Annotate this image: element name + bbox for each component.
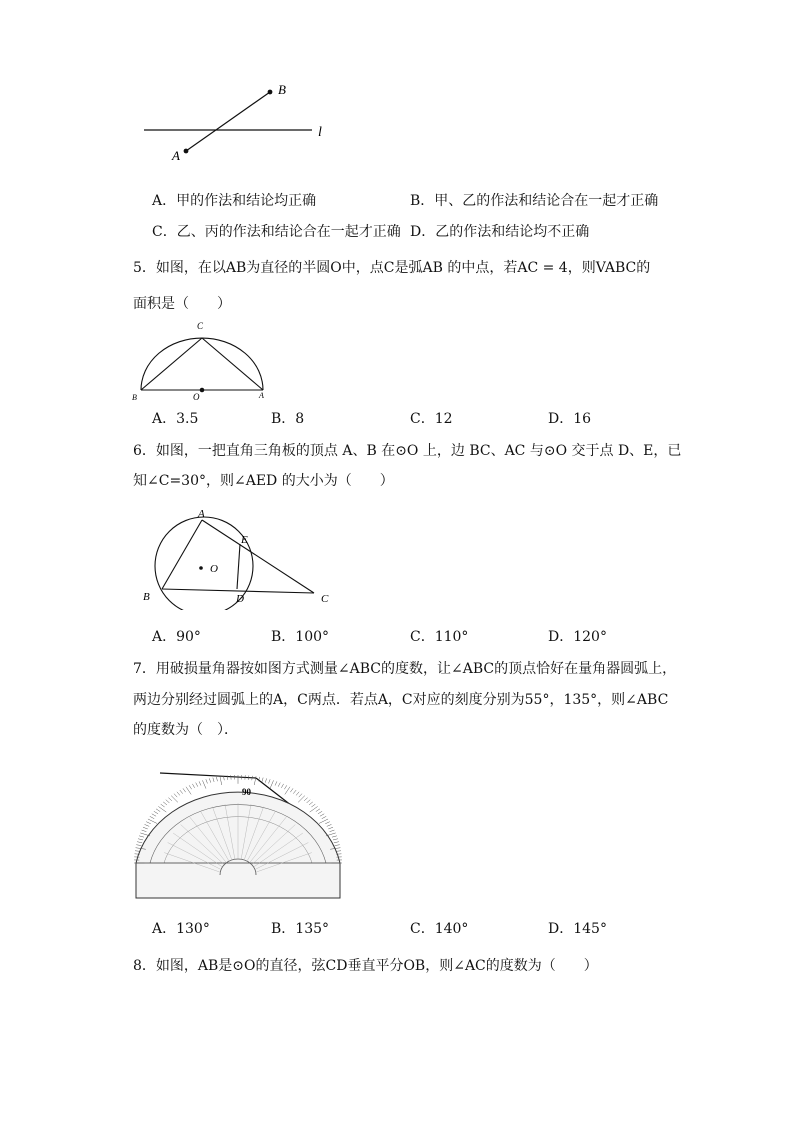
protractor-tick: [325, 822, 330, 824]
protractor-tick: [146, 822, 151, 824]
protractor-tick: [318, 811, 322, 814]
protractor-tick: [320, 814, 324, 816]
q7-stem-line1: 7．用破损量角器按如图方式测量∠ABC的度数，让∠ABC的顶点恰好在量角器圆弧上，: [133, 661, 677, 677]
q5-option-a: A．3.5: [152, 411, 199, 427]
protractor-tick: [307, 800, 311, 803]
protractor-tick: [319, 819, 328, 823]
protractor-tick: [334, 842, 339, 843]
protractor-tick: [150, 816, 154, 818]
protractor-tick: [199, 781, 201, 785]
q4-option-b: B．甲、乙的作法和结论合在一起才正确: [410, 193, 659, 209]
protractor-tick: [265, 778, 266, 782]
q5-option-d: D．16: [548, 411, 592, 427]
protractor-tick: [183, 788, 186, 792]
protractor-tick: [332, 836, 337, 837]
label-e: E: [241, 534, 248, 546]
protractor-tick: [270, 780, 274, 788]
protractor-tick: [202, 780, 206, 788]
protractor-tick: [154, 811, 158, 814]
q6-stem-line2: 知∠C=30°，则∠AED 的大小为（ ）: [133, 473, 394, 489]
protractor-tick: [333, 839, 338, 840]
protractor-tick: [322, 816, 326, 818]
protractor-tick: [148, 819, 157, 823]
protractor-tick: [269, 779, 271, 783]
protractor-tick: [316, 809, 320, 812]
label-c: C: [321, 593, 329, 605]
q7-option-b: B．135°: [271, 921, 330, 937]
protractor-tick: [299, 794, 302, 797]
label-b: B: [132, 393, 137, 402]
label-point-a: A: [172, 148, 180, 163]
protractor-tick: [296, 792, 299, 796]
protractor-tick: [142, 830, 147, 832]
q4-option-a: A．甲的作法和结论均正确: [152, 193, 317, 209]
protractor-tick: [327, 824, 332, 826]
protractor-tick: [328, 827, 333, 829]
protractor-tick: [216, 777, 217, 781]
protractor-tick: [213, 778, 214, 782]
protractor-tick: [209, 778, 210, 782]
q6-stem-line1: 6．如图，一把直角三角板的顶点 A、B 在⊙O 上，边 BC、AC 与⊙O 交于点 D、E，已: [133, 443, 682, 459]
protractor-tick: [284, 785, 286, 789]
q6-option-d: D．120°: [548, 629, 607, 645]
label-a: A: [198, 508, 205, 520]
protractor-tick: [311, 804, 315, 807]
protractor-tick: [304, 798, 307, 801]
protractor-mark-90: 90: [242, 787, 251, 797]
q7-stem-line2: 两边分别经过圆弧上的A，C两点．若点A，C对应的刻度分别为55°，135°，则∠ABC: [133, 692, 669, 708]
q6-option-c: C．110°: [410, 629, 469, 645]
figure-circle-triangle: [138, 502, 338, 610]
protractor-tick: [139, 836, 144, 837]
protractor-tick: [278, 783, 280, 787]
protractor-tick: [220, 776, 222, 785]
protractor-tick: [156, 809, 160, 812]
protractor-tick: [137, 842, 142, 843]
protractor-tick: [138, 839, 143, 840]
protractor-tick: [206, 779, 208, 783]
q7-stem-line3: 的度数为（ ）．: [133, 722, 238, 738]
q5-stem-line1: 5．如图，在以AB为直径的半圆O中，点C是弧AB 的中点，若AC = 4，则VABC的: [133, 260, 651, 276]
protractor-tick: [330, 830, 335, 832]
protractor-tick: [152, 814, 156, 816]
protractor-tick: [177, 792, 180, 796]
q6-option-a: A．90°: [152, 629, 201, 645]
q5-stem-line2: 面积是（ ）: [133, 296, 231, 312]
figure-broken-protractor: [128, 765, 348, 905]
protractor-tick: [275, 781, 277, 785]
protractor-tick: [136, 845, 141, 846]
protractor-tick: [293, 790, 296, 794]
q4-option-c: C．乙、丙的作法和结论合在一起才正确: [152, 224, 401, 240]
label-line-l: l: [318, 125, 322, 140]
protractor-tick: [189, 785, 191, 789]
protractor-tick: [290, 788, 293, 792]
protractor-tick: [335, 845, 340, 846]
label-b: B: [143, 591, 150, 603]
protractor-tick: [163, 802, 167, 805]
protractor-tick: [180, 790, 183, 794]
q7-option-d: D．145°: [548, 921, 607, 937]
q4-option-d: D．乙的作法和结论均不正确: [410, 224, 590, 240]
q7-option-c: C．140°: [410, 921, 469, 937]
q6-option-b: B．100°: [271, 629, 330, 645]
label-d: D: [236, 593, 244, 605]
protractor-tick: [285, 787, 290, 795]
protractor-tick: [309, 802, 313, 805]
label-a: A: [259, 391, 264, 400]
protractor-tick: [186, 787, 191, 795]
protractor-tick: [196, 783, 198, 787]
protractor-tick: [281, 784, 283, 788]
label-o: O: [193, 392, 200, 402]
protractor-tick: [192, 784, 194, 788]
protractor-tick: [145, 824, 150, 826]
protractor-tick: [161, 804, 165, 807]
figure-semicircle-abc: [130, 318, 280, 404]
q8-stem-line1: 8．如图，AB是⊙O的直径，弦CD垂直平分OB，则∠AC的度数为（ ）: [133, 958, 598, 974]
label-point-b: B: [278, 82, 286, 97]
label-c: C: [197, 321, 204, 331]
protractor-tick: [248, 775, 249, 779]
protractor-tick: [166, 800, 170, 803]
q5-option-c: C．12: [410, 411, 453, 427]
figure-segment-ab-line-l: [140, 78, 340, 168]
protractor-tick: [168, 798, 171, 801]
q7-option-a: A．130°: [152, 921, 210, 937]
protractor-tick: [262, 778, 263, 782]
label-o: O: [210, 563, 218, 575]
protractor-tick: [252, 776, 253, 780]
q5-option-b: B．8: [271, 411, 305, 427]
protractor-tick: [174, 794, 177, 797]
protractor-tick: [143, 827, 148, 829]
